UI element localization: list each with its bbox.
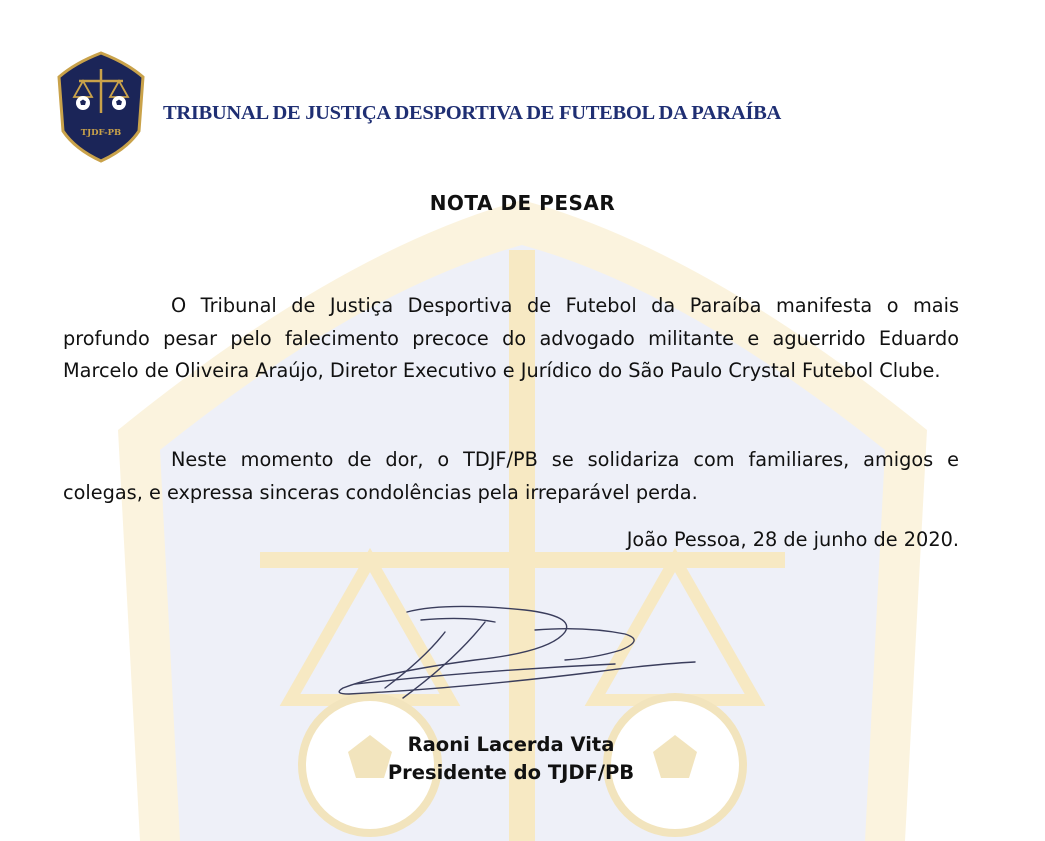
handwritten-signature-icon: [325, 600, 705, 710]
tjdf-pb-crest-icon: [57, 51, 145, 163]
signatory-role: Presidente do TJDF/PB: [387, 761, 635, 784]
paragraph-2: Neste momento de dor, o TDJF/PB se solidariza com familiares, amigos e colegas, e expressa sinceras condolências pela irreparável perda.: [63, 448, 959, 504]
page-title: NOTA DE PESAR: [429, 191, 616, 215]
paragraph-1: O Tribunal de Justiça Desportiva de Futebol da Paraíba manifesta o mais profundo pesar pelo falecimento precoce do advogado militante e aguerrido Eduardo Marcelo de Oliveira Araújo, Diretor Executivo e Jurídico do São Paulo Crystal Futebol Clube.: [63, 294, 959, 382]
org-name: TRIBUNAL DE JUSTIÇA DESPORTIVA DE FUTEBOL DA PARAÍBA: [163, 102, 781, 124]
logo-text: TJDF-PB: [80, 128, 122, 138]
signatory-name: Raoni Lacerda Vita: [407, 733, 615, 756]
date-line: João Pessoa, 28 de junho de 2020.: [626, 528, 959, 551]
